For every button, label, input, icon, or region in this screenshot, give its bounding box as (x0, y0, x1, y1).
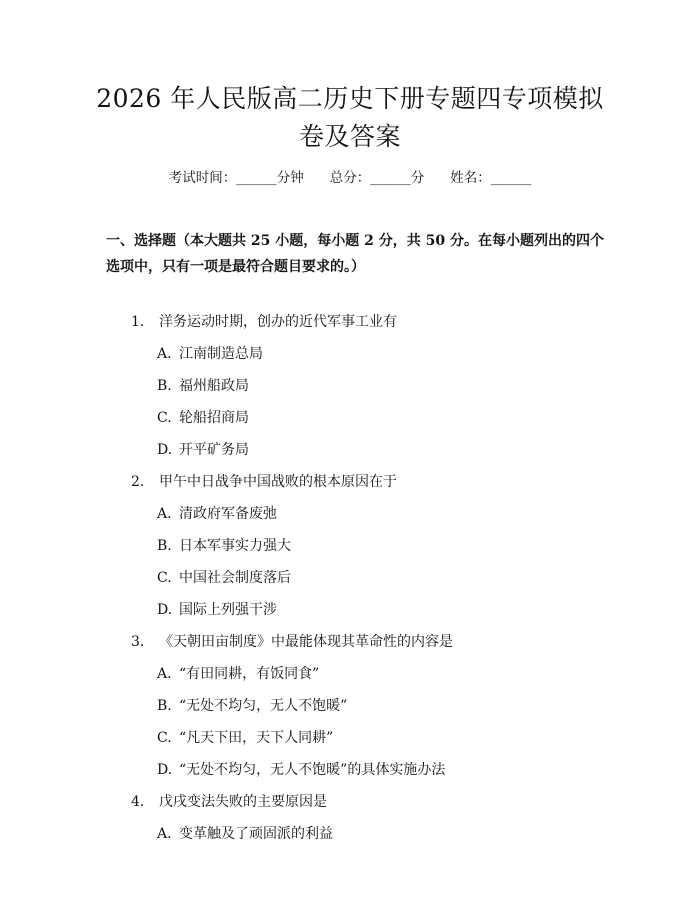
option-2-a (157, 504, 277, 524)
option-letter: B. (157, 698, 172, 714)
option-letter: C. (157, 570, 172, 586)
option-text: 日本军事实力强大 (179, 538, 291, 554)
option-text: “无处不均匀，无人不饱暖”的具体实施办法 (179, 762, 446, 778)
option-1-a (157, 344, 263, 364)
option-3-c (157, 728, 333, 748)
option-text: 变革触及了顽固派的利益 (179, 826, 333, 842)
option-letter: B. (157, 378, 172, 394)
question-3 (131, 632, 453, 652)
option-3-d (157, 760, 445, 780)
question-number: 4. (131, 794, 145, 810)
question-4 (131, 792, 327, 812)
student-name-field: 姓名：______ (450, 170, 532, 186)
title-line-1: 2026 年人民版高二历史下册专题四专项模拟 (96, 84, 604, 113)
question-text: 《天朝田亩制度》中最能体现其革命性的内容是 (159, 634, 453, 650)
option-letter: B. (157, 538, 172, 554)
option-text: 江南制造总局 (179, 346, 263, 362)
question-text: 甲午中日战争中国战败的根本原因在于 (159, 474, 397, 490)
option-letter: A. (157, 346, 172, 362)
option-text: 开平矿务局 (179, 442, 249, 458)
question-text: 戊戌变法失败的主要原因是 (159, 794, 327, 810)
option-letter: D. (157, 602, 173, 618)
total-score-field: 总分：______分 (329, 170, 425, 186)
option-3-b (157, 696, 347, 716)
section-heading: 一、选择题（本大题共 25 小题，每小题 2 分，共 50 分。在每小题列出的四个选项中，只有一项是最符合题目要求的。） (106, 233, 604, 275)
option-3-a (157, 664, 319, 684)
option-letter: C. (157, 730, 172, 746)
option-1-c (157, 408, 249, 428)
option-text: “无处不均匀，无人不饱暖” (179, 698, 348, 714)
option-letter: C. (157, 410, 172, 426)
option-text: 福州船政局 (179, 378, 249, 394)
question-number: 3. (131, 634, 145, 650)
question-text: 洋务运动时期，创办的近代军事工业有 (159, 314, 397, 330)
option-letter: D. (157, 762, 173, 778)
option-letter: A. (157, 826, 172, 842)
question-number: 2. (131, 474, 145, 490)
option-letter: D. (157, 442, 173, 458)
option-text: 清政府军备废弛 (179, 506, 277, 522)
option-text: 轮船招商局 (179, 410, 249, 426)
option-text: “凡天下田，天下人同耕” (179, 730, 334, 746)
option-letter: A. (157, 506, 172, 522)
option-1-b (157, 376, 249, 396)
option-2-c (157, 568, 291, 588)
option-text: 中国社会制度落后 (179, 570, 291, 586)
option-4-a (157, 824, 333, 844)
question-1 (131, 312, 397, 332)
exam-time-field: 考试时间：______分钟 (168, 170, 304, 186)
option-2-b (157, 536, 291, 556)
option-1-d (157, 440, 249, 460)
title-line-2: 卷及答案 (298, 122, 401, 151)
question-number: 1. (131, 314, 145, 330)
option-2-d (157, 600, 277, 620)
option-text: 国际上列强干涉 (179, 602, 277, 618)
question-2 (131, 472, 397, 492)
option-letter: A. (157, 666, 172, 682)
exam-meta (0, 168, 700, 188)
option-text: “有田同耕，有饭同食” (179, 666, 320, 682)
page-title (80, 80, 620, 156)
